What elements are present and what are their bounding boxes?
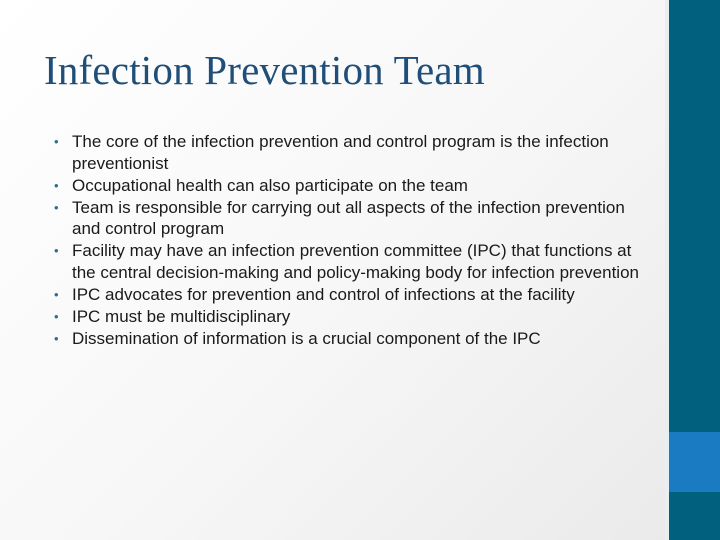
list-item bbox=[52, 284, 642, 306]
bullet-text: The core of the infection prevention and control program is the infection preventionist bbox=[72, 132, 609, 173]
bullet-text: Dissemination of information is a crucial component of the IPC bbox=[72, 328, 541, 348]
bullet-text: Occupational health can also participate on the team bbox=[72, 175, 468, 195]
list-item bbox=[52, 175, 642, 197]
bullet-text: IPC must be multidisciplinary bbox=[72, 306, 291, 326]
list-item bbox=[52, 197, 642, 240]
bullet-icon: • bbox=[54, 286, 59, 302]
slide-title: Infection Prevention Team bbox=[44, 47, 485, 93]
list-item bbox=[52, 131, 642, 174]
bullet-icon: • bbox=[54, 308, 59, 324]
bullet-icon: • bbox=[54, 199, 59, 215]
bullet-icon: • bbox=[54, 177, 59, 193]
list-item bbox=[52, 306, 642, 328]
bullet-text: Team is responsible for carrying out all aspects of the infection prevention and control program bbox=[72, 197, 625, 238]
list-item bbox=[52, 240, 642, 283]
sidebar-accent-block bbox=[669, 432, 720, 492]
bullet-text: IPC advocates for prevention and control of infections at the facility bbox=[72, 284, 575, 304]
bullet-icon: • bbox=[54, 134, 59, 149]
bullet-icon: • bbox=[54, 243, 59, 258]
bullet-list bbox=[52, 131, 642, 350]
bullet-text: Facility may have an infection prevention committee (IPC) that functions at the central decision-making and policy-making body for infection prevention bbox=[72, 241, 639, 282]
bullet-icon: • bbox=[54, 330, 59, 346]
list-item bbox=[52, 328, 642, 350]
